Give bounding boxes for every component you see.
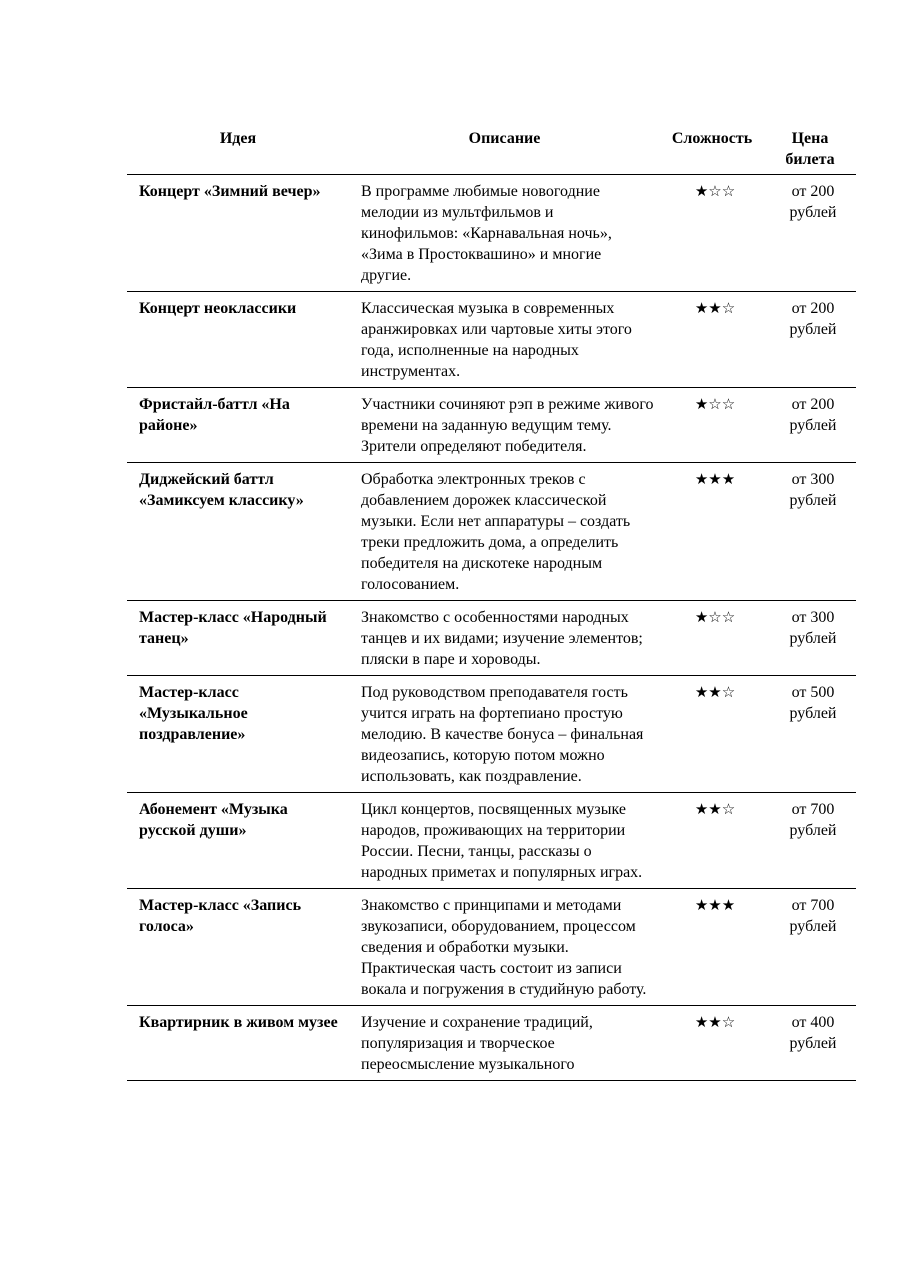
header-description: Описание	[349, 126, 660, 175]
idea-cell: Диджейский баттл «Замиксуем классику»	[127, 463, 349, 601]
description-cell: Изучение и сохранение традиций, популяризация и творческое переосмысление музыкального	[349, 1006, 660, 1081]
description-cell: Под руководством преподавателя гость учится играть на фортепиано простую мелодию. В качестве бонуса – финальная видеозапись, которую потом можно использовать, как поздравление.	[349, 676, 660, 793]
description-cell: В программе любимые новогодние мелодии из мультфильмов и кинофильмов: «Карнавальная ночь», «Зима в Простоквашино» и многие другие.	[349, 175, 660, 292]
description-cell: Классическая музыка в современных аранжировках или чартовые хиты этого года, исполненные на народных инструментах.	[349, 292, 660, 388]
table-row	[127, 601, 856, 676]
idea-cell: Концерт неоклассики	[127, 292, 349, 388]
price-cell: от 200 рублей	[764, 175, 856, 292]
table-row	[127, 676, 856, 793]
difficulty-rating: ★★★	[660, 463, 764, 601]
table-row	[127, 889, 856, 1006]
idea-cell: Концерт «Зимний вечер»	[127, 175, 349, 292]
header-difficulty: Сложность	[660, 126, 764, 175]
difficulty-rating: ★★☆	[660, 292, 764, 388]
header-price: Цена билета	[764, 126, 856, 175]
price-cell: от 200 рублей	[764, 388, 856, 463]
idea-cell: Абонемент «Музыка русской души»	[127, 793, 349, 889]
difficulty-rating: ★☆☆	[660, 175, 764, 292]
ideas-table	[127, 126, 856, 1081]
table-row	[127, 1006, 856, 1081]
price-cell: от 200 рублей	[764, 292, 856, 388]
idea-cell: Квартирник в живом музее	[127, 1006, 349, 1081]
difficulty-rating: ★☆☆	[660, 388, 764, 463]
table-row	[127, 793, 856, 889]
description-cell: Знакомство с принципами и методами звукозаписи, оборудованием, процессом сведения и обработки музыки. Практическая часть состоит из записи вокала и погружения в студийную работу.	[349, 889, 660, 1006]
price-cell: от 700 рублей	[764, 889, 856, 1006]
difficulty-rating: ★★★	[660, 889, 764, 1006]
idea-cell: Мастер-класс «Народный танец»	[127, 601, 349, 676]
difficulty-rating: ★☆☆	[660, 601, 764, 676]
table-row	[127, 388, 856, 463]
description-cell: Обработка электронных треков с добавлением дорожек классической музыки. Если нет аппаратуры – создать треки предложить дома, а определить победителя на дискотеке народным голосованием.	[349, 463, 660, 601]
difficulty-rating: ★★☆	[660, 1006, 764, 1081]
price-cell: от 700 рублей	[764, 793, 856, 889]
description-cell: Цикл концертов, посвященных музыке народов, проживающих на территории России. Песни, танцы, рассказы о народных приметах и популярных играх.	[349, 793, 660, 889]
table-row	[127, 175, 856, 292]
difficulty-rating: ★★☆	[660, 793, 764, 889]
table-header-row	[127, 126, 856, 175]
description-cell: Участники сочиняют рэп в режиме живого времени на заданную ведущим тему. Зрители определяют победителя.	[349, 388, 660, 463]
idea-cell: Фристайл-баттл «На районе»	[127, 388, 349, 463]
idea-cell: Мастер-класс «Запись голоса»	[127, 889, 349, 1006]
header-idea: Идея	[127, 126, 349, 175]
description-cell: Знакомство с особенностями народных танцев и их видами; изучение элементов; пляски в паре и хороводы.	[349, 601, 660, 676]
idea-cell: Мастер-класс «Музыкальное поздравление»	[127, 676, 349, 793]
price-cell: от 500 рублей	[764, 676, 856, 793]
table-row	[127, 292, 856, 388]
difficulty-rating: ★★☆	[660, 676, 764, 793]
table-row	[127, 463, 856, 601]
price-cell: от 300 рублей	[764, 601, 856, 676]
price-cell: от 400 рублей	[764, 1006, 856, 1081]
price-cell: от 300 рублей	[764, 463, 856, 601]
